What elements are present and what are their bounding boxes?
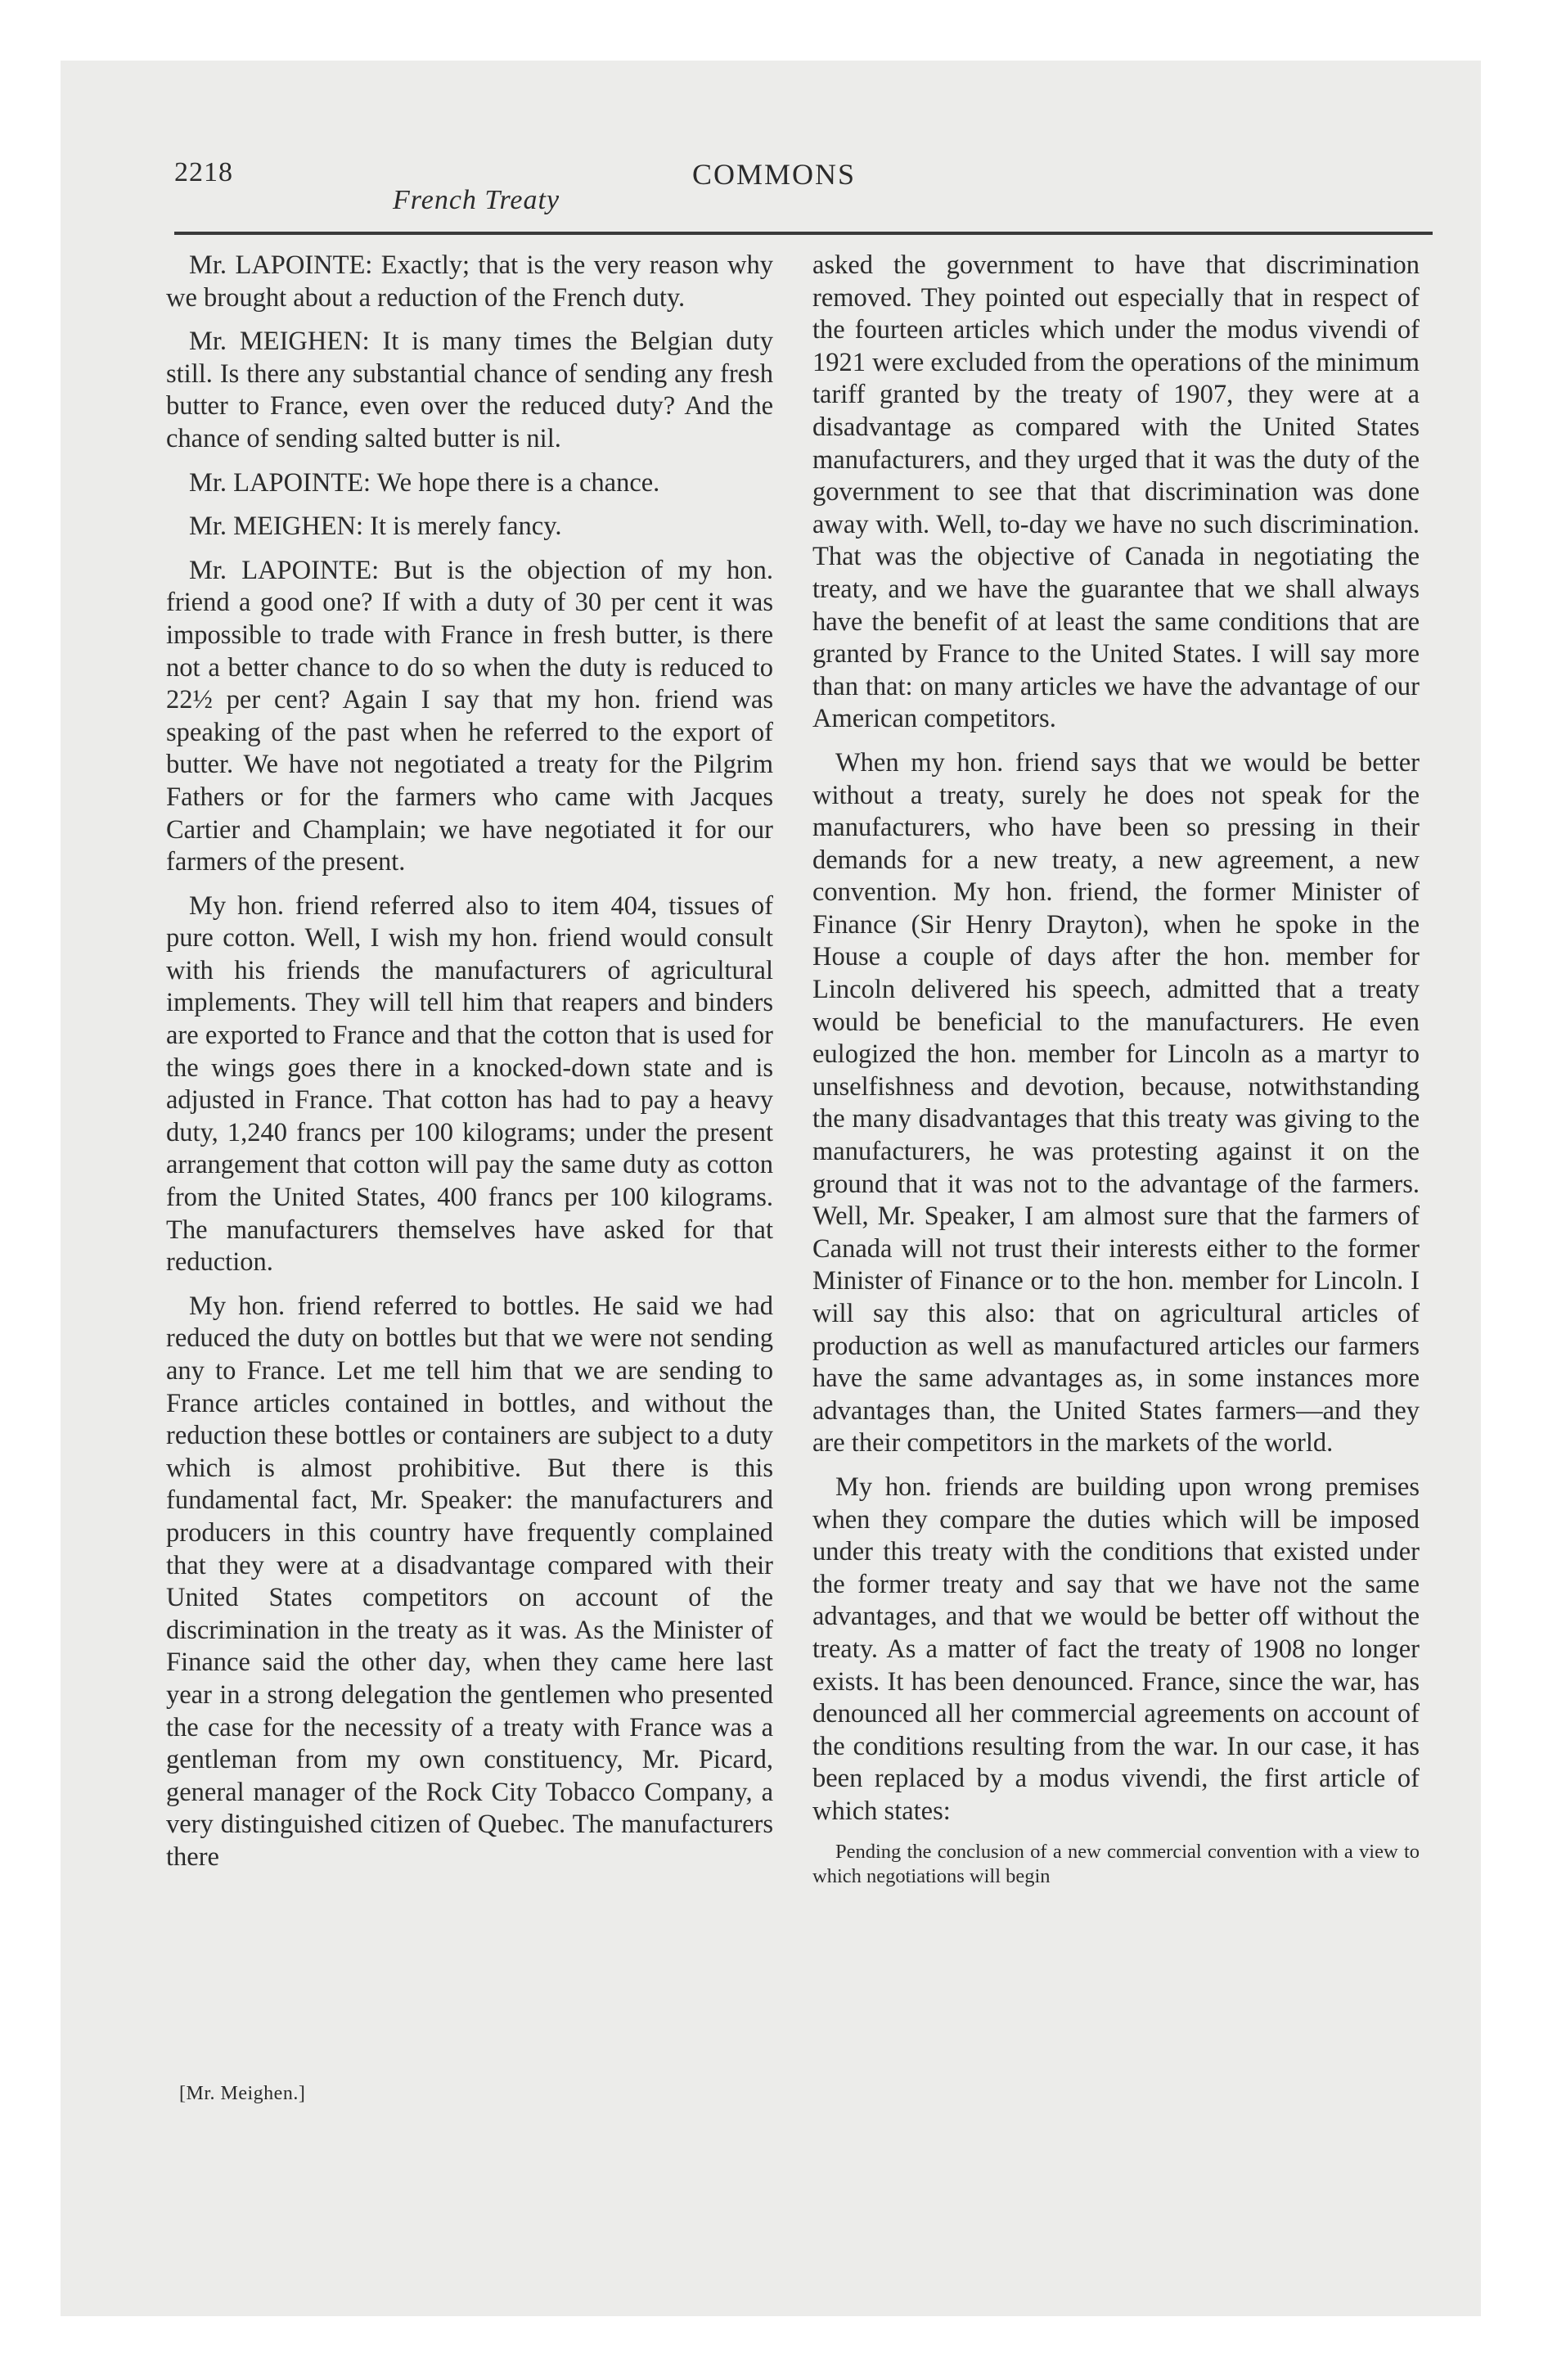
footer-attribution: [Mr. Meighen.]	[179, 2083, 306, 2104]
section-title: French Treaty	[393, 185, 560, 215]
paragraph: My hon. friend referred to bottles. He said we had reduced the duty on bottles but that we were not sending any to France. Let me tell him that we are sending to France articles contained in bottles, and without the reduction these bottles or containers are subject to a duty which is almost prohibitive. But there is this fundamental fact, Mr. Speaker: the manufacturers and producers in this country have frequently complained that they were at a disadvantage compared with their United States competitors on account of the discrimination in the treaty as it was. As the Minister of Finance said the other day, when they came here last year in a strong delegation the gentlemen who presented the case for the necessity of a treaty with France was a gentleman from my own constituency, Mr. Picard, general manager of the Rock City Tobacco Company, a very distinguished citizen of Quebec. The manufacturers there	[166, 1291, 773, 1872]
paragraph: Mr. LAPOINTE: We hope there is a chance.	[189, 467, 660, 498]
header-rule	[174, 232, 1433, 235]
paragraph: Mr. MEIGHEN: It is many times the Belgian duty still. Is there any substantial chance of sending any fresh butter to France, even over the reduced duty? And the chance of sending salted butter is nil.	[166, 327, 773, 453]
paragraph: asked the government to have that discrimination removed. They pointed out especially that in respect of the fourteen articles which under the modus vivendi of 1921 were excluded from the operations of the minimum tariff granted by the treaty of 1907, they were at a disadvantage as compared with the United States manufacturers, and they urged that it was the duty of the government to see that that discrimination was done away with. Well, to-day we have no such discrimination. That was the objective of Canada in negotiating the treaty, and we have the guarantee that we shall always have the benefit of at least the same conditions that are granted by France to the United States. I will say more than that: on many articles we have the advantage of our American competitors.	[812, 250, 1420, 734]
paragraph: Mr. LAPOINTE: But is the objection of my hon. friend a good one? If with a duty of 30 per cent it was impossible to trade with France in fresh butter, is there not a better chance to do so when the duty is reduced to 22½ per cent? Again I say that my hon. friend was speaking of the past when he referred to the export of butter. We have not negotiated a treaty for the Pilgrim Fathers or for the farmers who came with Jacques Cartier and Champlain; we have negotiated it for our farmers of the present.	[166, 555, 773, 877]
page-number: 2218	[174, 157, 233, 187]
right-column	[812, 250, 1420, 1889]
quoted-passage: Pending the conclusion of a new commercial convention with a view to which negotiations will begin	[812, 1840, 1420, 1887]
paragraph: My hon. friends are building upon wrong premises when they compare the duties which will be imposed under this treaty with the conditions that existed under the former treaty and say that we have not the same advantages, and that we would be better off without the treaty. As a matter of fact the treaty of 1908 no longer exists. It has been denounced. France, since the war, has denounced all her commercial agreements on account of the conditions resulting from the war. In our case, it has been replaced by a modus vivendi, the first article of which states:	[812, 1472, 1420, 1826]
paragraph: Mr. MEIGHEN: It is merely fancy.	[189, 512, 562, 542]
running-head: COMMONS	[691, 158, 857, 191]
paragraph: When my hon. friend says that we would be better without a treaty, surely he does not speak for the manufacturers, who have been so pressing in their demands for a new treaty, a new agreement, a new convention. My hon. friend, the former Minister of Finance (Sir Henry Drayton), when he spoke in the House a couple of days after the hon. member for Lincoln delivered his speech, admitted that a treaty would be beneficial to the manufacturers. He even eulogized the hon. member for Lincoln as a martyr to unselfishness and devotion, because, notwithstanding the many disadvantages that this treaty was giving to the manufacturers, he was protesting against it on the ground that it was not to the advantage of the farmers. Well, Mr. Speaker, I am almost sure that the farmers of Canada will not trust their interests either to the former Minister of Finance or to the hon. member for Lincoln. I will say this also: that on agricultural articles of production as well as manufactured articles our farmers have the same advantages as, in some instances more advantages than, the United States farmers—and they are their competitors in the markets of the world.	[812, 747, 1420, 1458]
paragraph: Mr. LAPOINTE: Exactly; that is the very reason why we brought about a reduction of the French duty.	[166, 250, 773, 313]
paragraph: My hon. friend referred also to item 404, tissues of pure cotton. Well, I wish my hon. friend would consult with his friends the manufacturers of agricultural implements. They will tell him that reapers and binders are exported to France and that the cotton that is used for the wings goes there in a knocked-down state and is adjusted in France. That cotton has had to pay a heavy duty, 1,240 francs per 100 kilograms; under the present arrangement that cotton will pay the same duty as cotton from the United States, 400 francs per 100 kilograms. The manufacturers themselves have asked for that reduction.	[166, 890, 773, 1278]
left-column	[166, 250, 773, 1886]
